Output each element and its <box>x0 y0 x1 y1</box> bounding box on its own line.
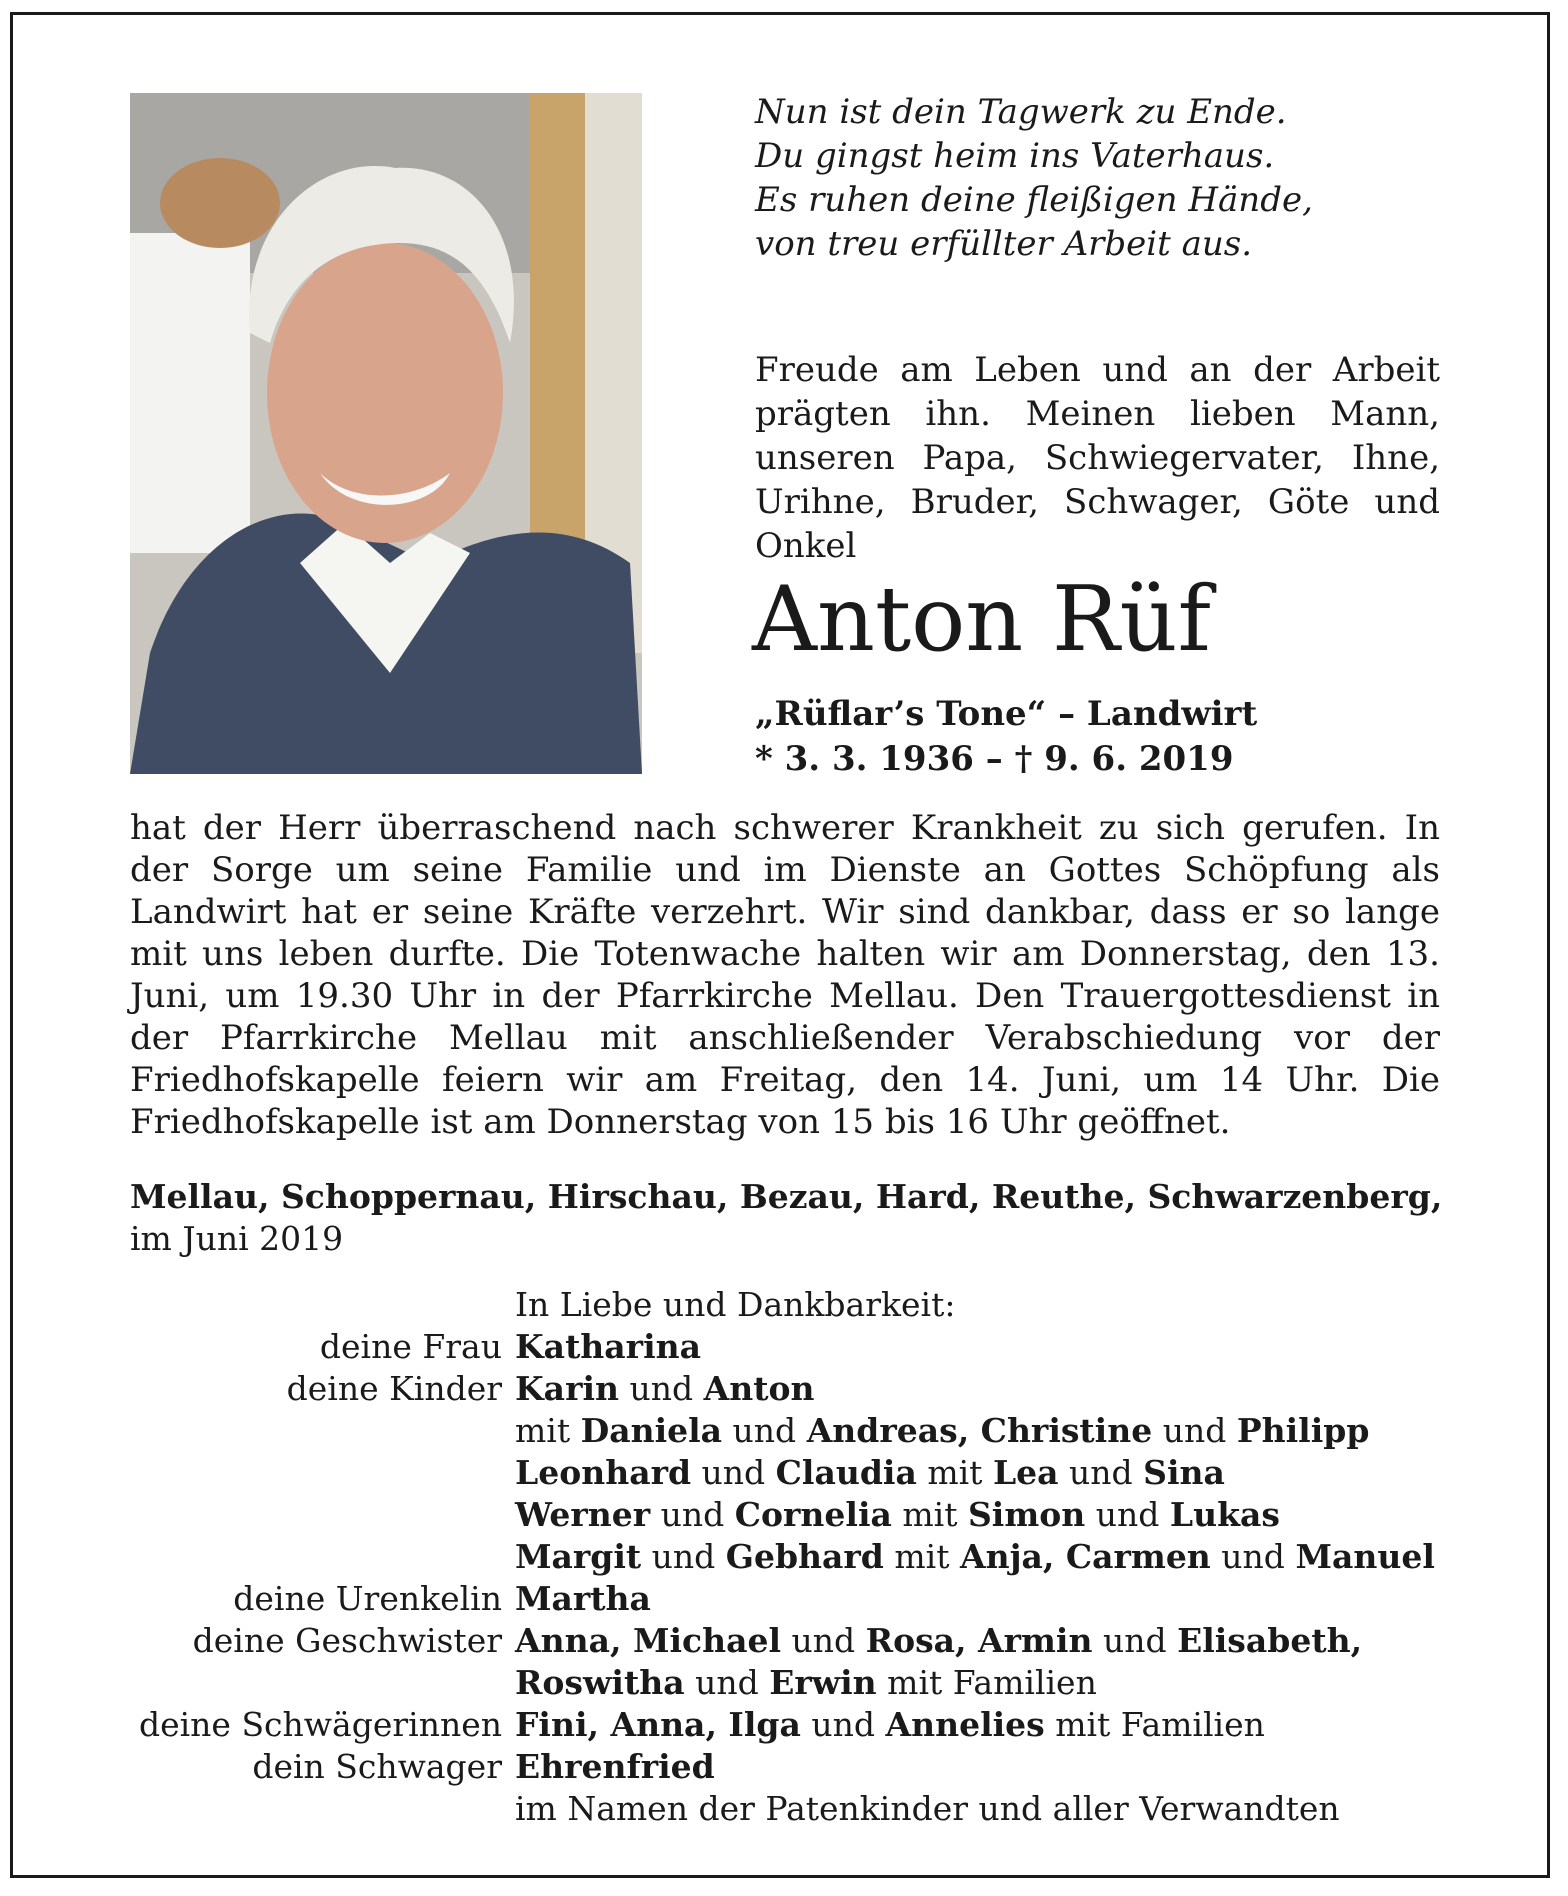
connector-text: mit <box>916 1453 993 1492</box>
mourner-name: Annelies <box>885 1705 1045 1744</box>
mourner-name: Karin <box>515 1369 619 1408</box>
mourner-names <box>515 1326 1455 1368</box>
deceased-name: Anton Rüf <box>752 567 1211 672</box>
mourner-name: Gebhard <box>725 1537 884 1576</box>
mourner-relation: deine Kinder <box>286 1369 502 1408</box>
mourner-name-line <box>515 1410 1455 1452</box>
mourner-name-line <box>515 1368 1455 1410</box>
poem-line: Es ruhen deine fleißigen Hände, <box>755 180 1313 220</box>
mourner-name: Manuel <box>1295 1537 1435 1576</box>
connector-text: und <box>650 1495 735 1534</box>
mourner-name: Katharina <box>515 1327 701 1366</box>
connector-text: und <box>800 1705 886 1744</box>
mourner-row <box>130 1326 1460 1368</box>
intro-text: Freude am Leben und an der Arbeit prägten ihn. Meinen lieben Mann, unseren Papa, Schwiegervater, Ihne, Urihne, Bruder, Schwager, Göte und Onkel <box>755 350 1440 566</box>
connector-text: mit <box>515 1411 581 1450</box>
deceased-nickname: „Rüflar’s Tone“ – Landwirt <box>755 694 1258 734</box>
mourner-name: Daniela <box>580 1411 723 1450</box>
mourner-name: Roswitha <box>515 1663 685 1702</box>
closing-line: im Namen der Patenkinder und aller Verwandten <box>515 1789 1340 1828</box>
mourner-relation: deine Frau <box>319 1327 502 1366</box>
mourner-name: Ehrenfried <box>515 1747 715 1786</box>
life-dates: * 3. 3. 1936 – † 9. 6. 2019 <box>755 739 1234 779</box>
place-list: Mellau, Schoppernau, Hirschau, Bezau, Hard, Reuthe, Schwarzenberg, <box>130 1177 1443 1216</box>
mourner-relation: dein Schwager <box>252 1747 502 1786</box>
mourner-name-line <box>515 1620 1455 1662</box>
mourner-name-line <box>515 1326 1455 1368</box>
mourner-names <box>515 1620 1455 1704</box>
connector-text: und <box>781 1621 866 1660</box>
connector-text: mit <box>883 1537 960 1576</box>
mourner-names <box>515 1746 1455 1788</box>
mourners-list <box>130 1284 1460 1830</box>
announcement-text: hat der Herr überraschend nach schwerer Krankheit zu sich gerufen. In der Sorge um seine Familie und im Dienste an Gottes Schöpfung als Landwirt hat er seine Kräfte verzehrt. Wir sind dankbar, dass er so lange mit uns leben durfte. Die Totenwache halten wir am Donnerstag, den 13. Juni, um 19.30 Uhr in der Pfarrkirche Mellau. Den Trauergottesdienst in der Pfarrkirche Mellau mit anschließender Verabschiedung vor der Friedhofskapelle feiern wir am Freitag, den 14. Juni, um 14 Uhr. Die Friedhofskapelle ist am Donnerstag von 15 bis 16 Uhr geöffnet. <box>130 808 1440 1142</box>
mourner-names <box>515 1704 1455 1746</box>
connector-text: mit Familien <box>1044 1705 1265 1744</box>
mourner-row <box>130 1368 1460 1578</box>
mourner-name-line <box>515 1494 1455 1536</box>
poem-line: von treu erfüllter Arbeit aus. <box>755 224 1253 264</box>
connector-text: und <box>1210 1537 1296 1576</box>
mourner-name: Anton <box>703 1369 815 1408</box>
mourner-name: Lea <box>992 1453 1059 1492</box>
mourner-name: Erwin <box>769 1663 877 1702</box>
mourner-name: Anja, Carmen <box>959 1537 1211 1576</box>
mourner-rows <box>130 1326 1460 1788</box>
mourner-names <box>515 1368 1455 1578</box>
place-date: im Juni 2019 <box>130 1219 344 1258</box>
portrait-photo <box>130 93 642 774</box>
mourner-name: Margit <box>515 1537 642 1576</box>
mourner-name: Fini, Anna, Ilga <box>515 1705 801 1744</box>
mourner-row <box>130 1704 1460 1746</box>
mourner-relation: deine Schwägerinnen <box>138 1705 502 1744</box>
mourner-name: Elisabeth, <box>1177 1621 1363 1660</box>
mourner-row <box>130 1746 1460 1788</box>
mourner-relation: deine Geschwister <box>192 1621 502 1660</box>
mourner-name-line <box>515 1452 1455 1494</box>
mourner-name: Sina <box>1143 1453 1225 1492</box>
mourner-relation: deine Urenkelin <box>233 1579 502 1618</box>
connector-text: und <box>1085 1495 1170 1534</box>
memorial-poem <box>755 90 1455 266</box>
greeting: In Liebe und Dankbarkeit: <box>515 1285 956 1324</box>
mourner-name-line <box>515 1704 1455 1746</box>
mourner-name: Rosa, Armin <box>865 1621 1093 1660</box>
poem-line: Nun ist dein Tagwerk zu Ende. <box>755 92 1287 132</box>
poem-line: Du gingst heim ins Vaterhaus. <box>755 136 1275 176</box>
mourner-row <box>130 1578 1460 1620</box>
mourner-name: Martha <box>515 1579 651 1618</box>
mourner-row <box>130 1620 1460 1704</box>
mourner-name: Leonhard <box>515 1453 692 1492</box>
mourner-name: Philipp <box>1236 1411 1370 1450</box>
mourner-name: Anna, Michael <box>515 1621 782 1660</box>
mourner-name: Lukas <box>1169 1495 1280 1534</box>
connector-text: und <box>722 1411 807 1450</box>
connector-text: und <box>684 1663 770 1702</box>
connector-text: und <box>691 1453 776 1492</box>
connector-text: und <box>1092 1621 1178 1660</box>
mourner-name: Cornelia <box>734 1495 892 1534</box>
connector-text: und <box>641 1537 726 1576</box>
mourner-name: Andreas, Christine <box>806 1411 1153 1450</box>
mourner-name: Werner <box>515 1495 651 1534</box>
mourner-name-line <box>515 1578 1455 1620</box>
connector-text: und <box>1152 1411 1237 1450</box>
mourner-name-line <box>515 1662 1455 1704</box>
connector-text: mit Familien <box>876 1663 1097 1702</box>
connector-text: und <box>1058 1453 1144 1492</box>
mourner-name: Simon <box>967 1495 1086 1534</box>
mourner-name: Claudia <box>775 1453 917 1492</box>
mourner-name-line <box>515 1746 1455 1788</box>
connector-text: mit <box>891 1495 968 1534</box>
mourner-names <box>515 1578 1455 1620</box>
connector-text: und <box>618 1369 704 1408</box>
mourner-name-line <box>515 1536 1455 1578</box>
